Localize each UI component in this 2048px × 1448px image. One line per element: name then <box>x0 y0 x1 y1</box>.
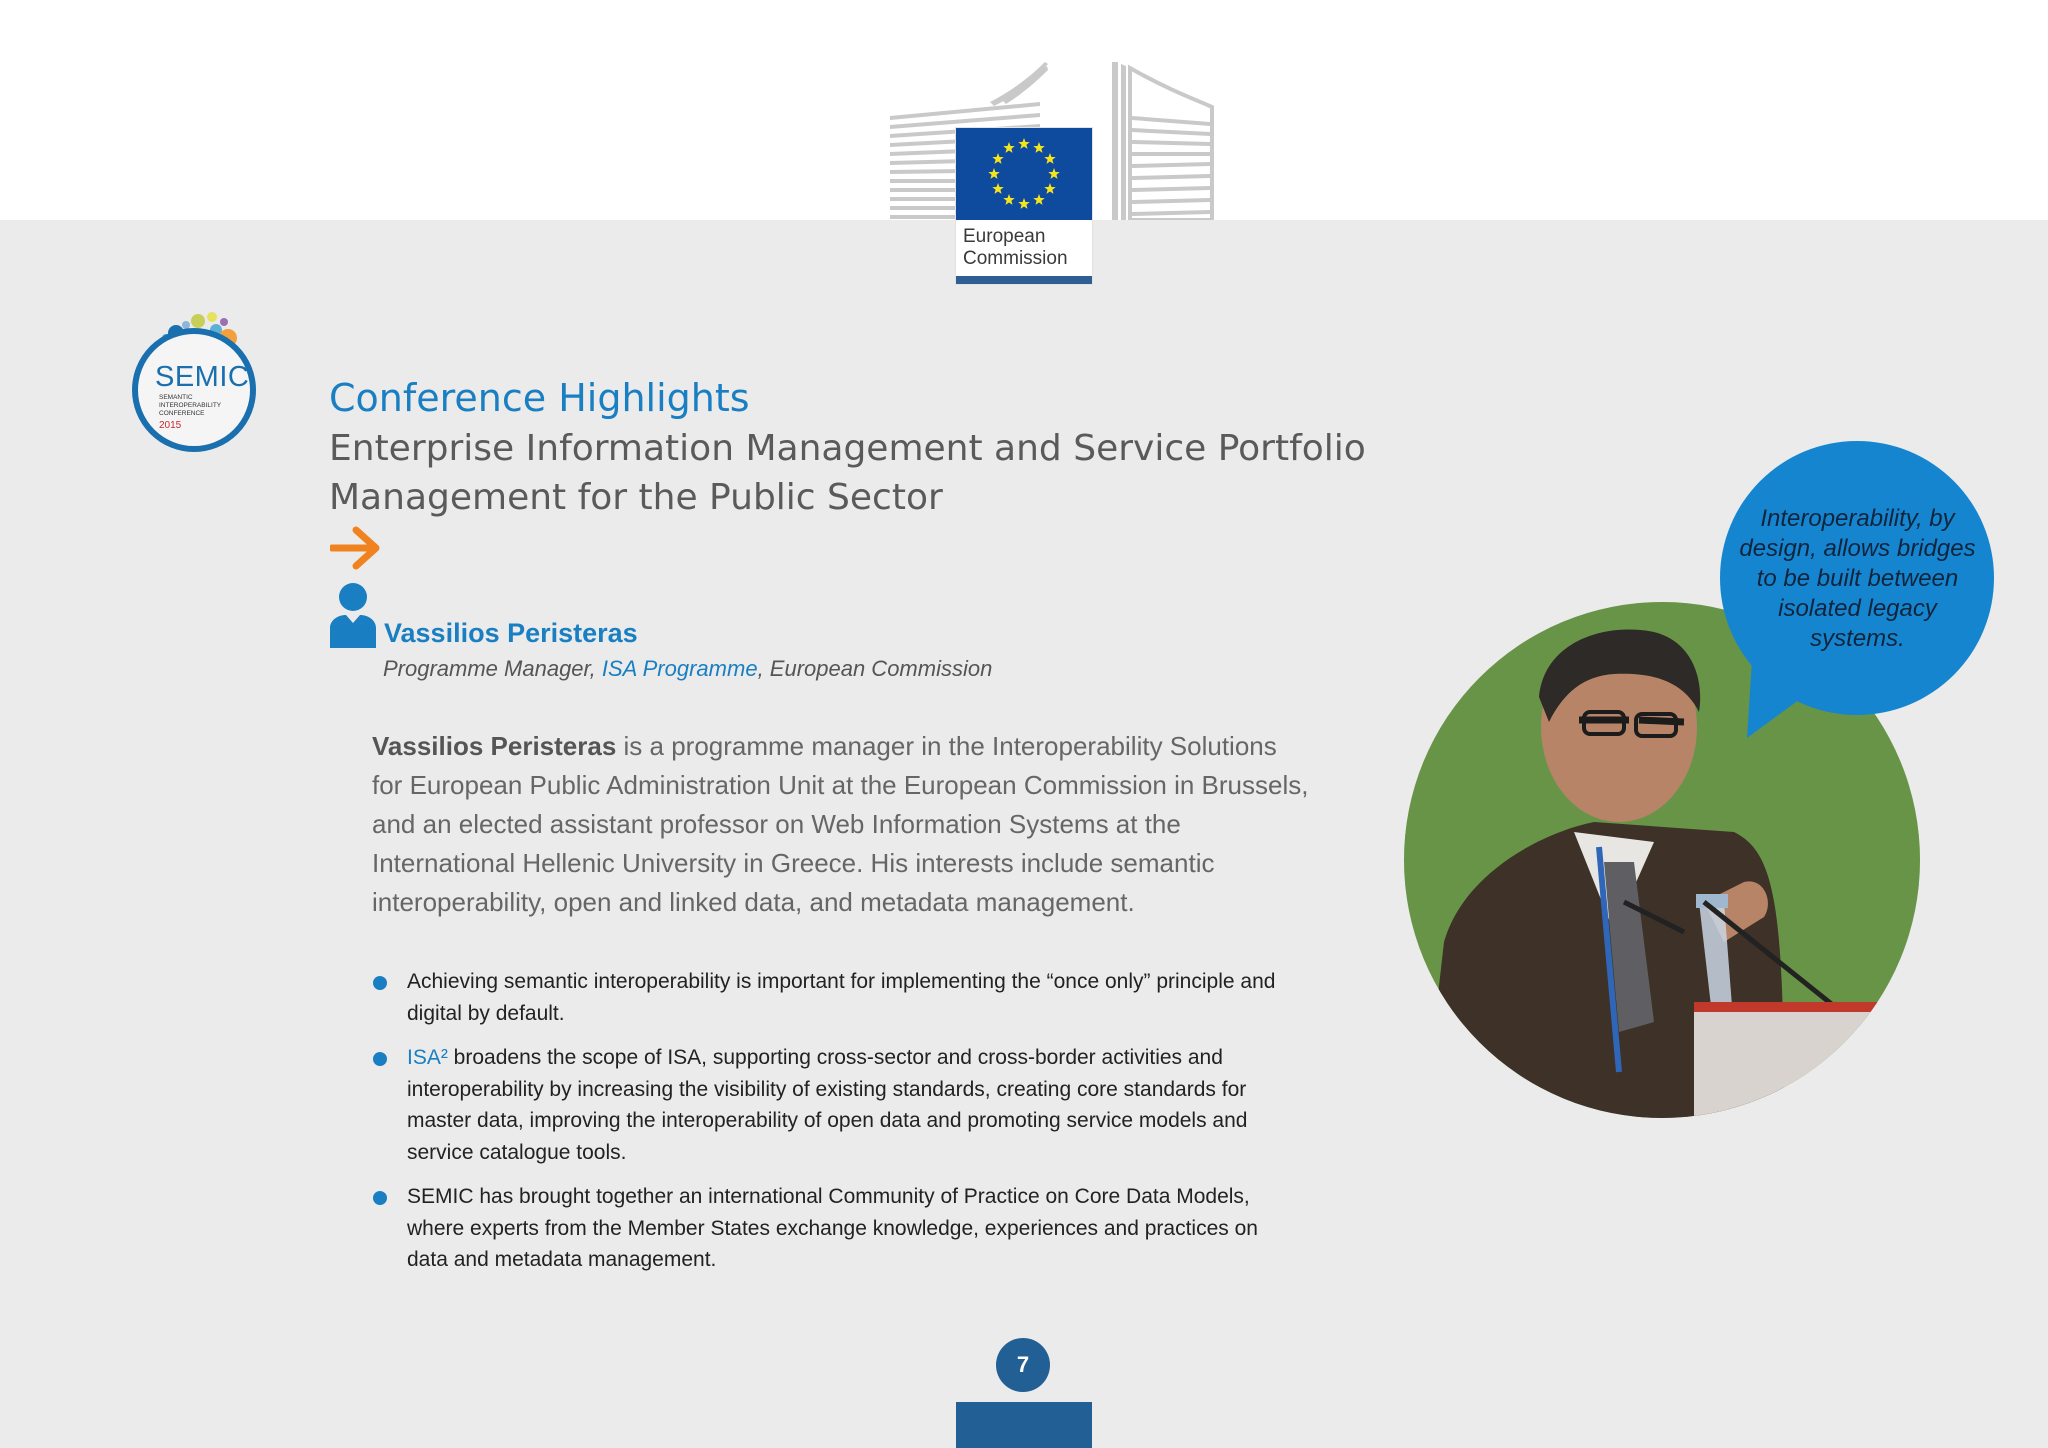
semic-subtitle <box>159 394 221 418</box>
session-title: Enterprise Information Management and Service Portfolio Management for the Public Sector <box>329 428 1366 518</box>
section-heading: Conference Highlights <box>329 376 750 420</box>
key-point-text: broadens the scope of ISA, supporting cross-sector and cross-border activities and interoperability by increasing the visibility of existing standards, creating core standards for master data, improving the interoperability of open data and promoting service models and service catalogue tools. <box>407 1046 1248 1164</box>
key-point-text: SEMIC has brought together an international Community of Practice on Core Data Models, where experts from the Member States exchange knowledge, experiences and practices on data and metadata management. <box>407 1185 1258 1271</box>
bullet-dot-icon <box>373 976 387 990</box>
eu-star-icon <box>1033 142 1044 153</box>
ec-logo-line2: Commission <box>963 248 1068 269</box>
eu-star-icon <box>1044 153 1055 164</box>
eu-star-icon <box>1003 142 1014 153</box>
eu-flag <box>956 128 1092 284</box>
speaker-role-prefix: Programme Manager, <box>383 656 602 681</box>
eu-star-icon <box>1018 198 1029 209</box>
eu-stars-icon <box>956 128 1092 220</box>
key-points-list <box>372 966 1302 1289</box>
speaker-role <box>383 656 992 682</box>
semic-year: 2015 <box>159 420 182 431</box>
key-point-text: Achieving semantic interoperability is important for implementing the “once only” principle and digital by default. <box>407 970 1276 1025</box>
speaker-name: Vassilios Peristeras <box>384 618 638 648</box>
speaker-bio <box>372 727 1312 922</box>
ec-logo-text <box>963 226 1068 270</box>
isa-programme-link[interactable]: ISA Programme <box>601 656 758 681</box>
quote-text: Interoperability, by design, allows bridges to be built between isolated legacy systems. <box>1739 505 1976 652</box>
semic-sub-line2: INTEROPERABILITY <box>159 402 222 409</box>
eu-star-icon <box>1044 183 1055 194</box>
key-point <box>372 966 1302 1029</box>
person-icon <box>328 582 378 648</box>
eu-star-icon <box>988 168 999 179</box>
european-commission-logo <box>890 62 1210 287</box>
eu-flag-field <box>956 128 1092 220</box>
eu-star-icon <box>1018 138 1029 149</box>
speaker-role-suffix: , European Commission <box>757 656 993 681</box>
semic-sub-line3: CONFERENCE <box>159 410 205 417</box>
semic-sub-line1: SEMANTIC <box>159 394 193 401</box>
ec-logo-line1: European <box>963 226 1046 247</box>
bio-text: is a programme manager in the Interoperability Solutions for European Public Administration Unit at the European Commission in Brussels, and an elected assistant professor on Web Information Systems at the International Hellenic University in Greece. His interests include semantic interoperability, open and linked data, and metadata management. <box>372 731 1309 917</box>
ec-logo-bar <box>956 276 1092 284</box>
isa2-link[interactable]: ISA² <box>407 1046 448 1069</box>
eu-star-icon <box>1048 168 1059 179</box>
semic-wordmark: SEMIC <box>155 361 250 393</box>
footer-bar <box>956 1402 1092 1448</box>
key-point <box>372 1181 1302 1276</box>
eu-star-icon <box>992 183 1003 194</box>
key-point <box>372 1042 1302 1168</box>
bio-name: Vassilios Peristeras <box>372 731 617 761</box>
right-arrow-icon <box>330 526 382 570</box>
eu-star-icon <box>1003 194 1014 205</box>
page-number: 7 <box>996 1338 1050 1392</box>
eu-star-icon <box>1033 194 1044 205</box>
eu-star-icon <box>992 153 1003 164</box>
bullet-dot-icon <box>373 1191 387 1205</box>
ec-building-right-icon <box>1112 62 1272 220</box>
bullet-dot-icon <box>373 1052 387 1066</box>
semic-logo <box>128 308 270 460</box>
